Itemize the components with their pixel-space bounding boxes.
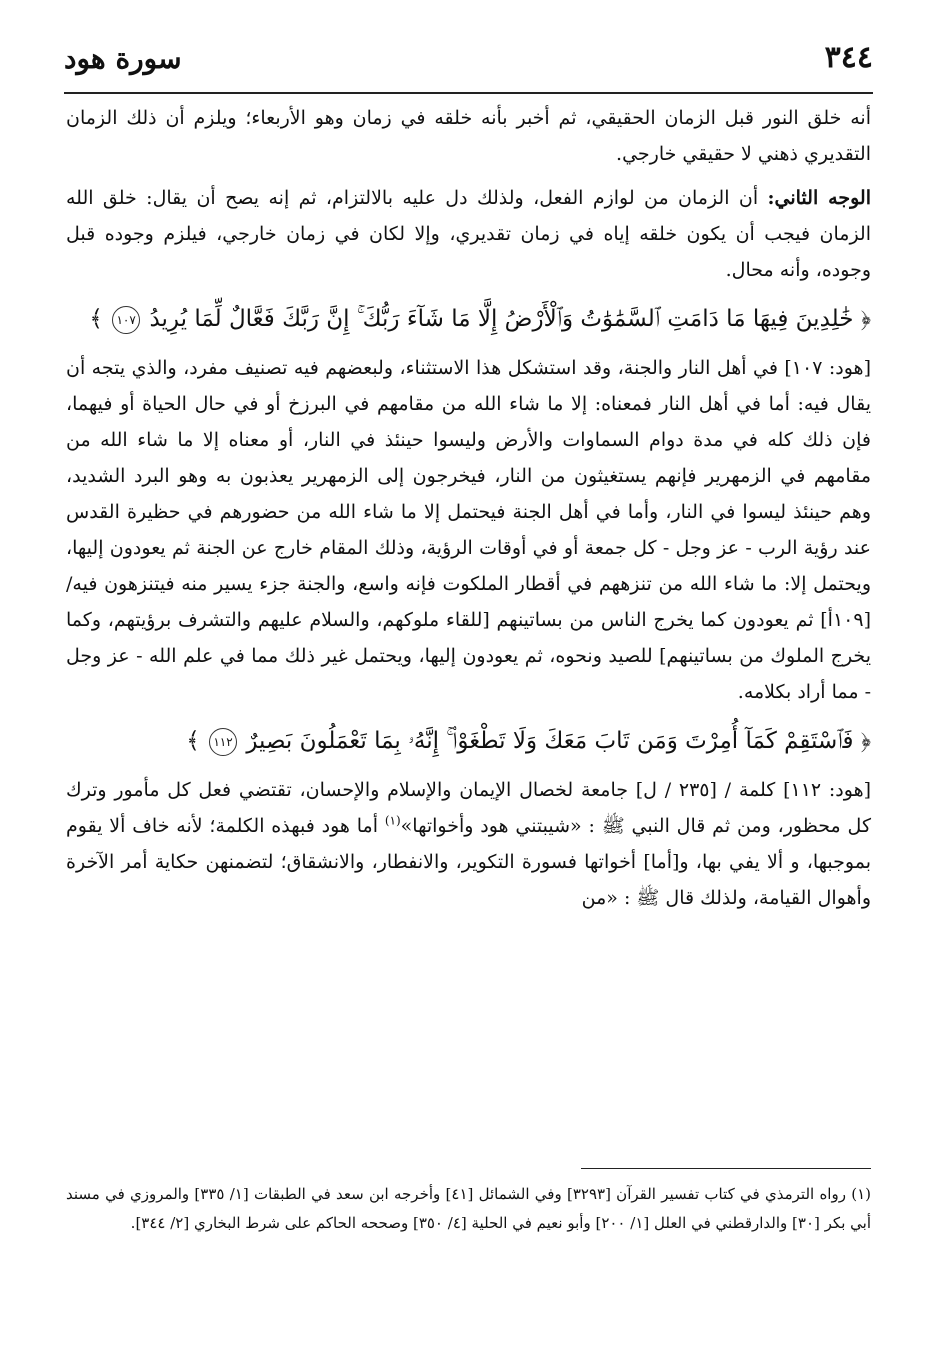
footnote-divider [581,1168,871,1169]
header-divider [64,92,873,94]
paragraph-text: أما هود فبهذه الكلمة؛ لأنه خاف ألا يقوم بموجبها، و ألا يفي بها، و[أما] أخواتها فسورة التكوير، والانفطار، والانشقاق؛ لتضمنهن حكاية أمر الآخرة وأهوال القيامة، ولذلك قال ﷺ : «من [66,815,871,909]
quran-verse [66,718,871,764]
paragraph-text: أنه خلق النور قبل الزمان الحقيقي، ثم أخبر بأنه خلقه في زمان وهو الأربعاء؛ ويلزم أن ذلك الزمان التقديري ذهني لا حقيقي خارجي. [66,107,871,165]
section-label: الوجه الثاني: [767,187,871,209]
quran-verse [66,296,871,342]
verse-text: ﴿ خَٰلِدِينَ فِيهَا مَا دَامَتِ ٱلسَّمَٰوَٰتُ وَٱلْأَرْضُ إِلَّا مَا شَآءَ رَبُّكَ ۚ إِنَّ رَبَّكَ فَعَّالٌ لِّمَا يُرِيدُ [149,306,871,332]
verse-bracket: ﴾ [186,728,200,754]
footnotes [66,1180,871,1238]
footnote: (١) رواه الترمذي في كتاب تفسير القرآن [٣٢٩٣] وفي الشمائل [٤١] وأخرجه ابن سعد في الطبقات [١/ ٣٣٥] والمروزي في مسند أبي بكر [٣٠] والدارقطني في العلل [١/ ٢٠٠] وأبو نعيم في الحلية [٤/ ٣٥٠] وصححه الحاكم على شرط البخاري [٢/ ٣٤٤]. [66,1185,871,1232]
running-title: سورة هود [64,42,182,75]
paragraph [66,180,871,288]
verse-bracket: ﴾ [89,306,103,332]
page-number: ٣٤٤ [824,40,873,75]
paragraph [66,350,871,710]
ayah-number-icon: ١٠٧ [112,306,140,334]
verse-text: ﴿ فَٱسْتَقِمْ كَمَآ أُمِرْتَ وَمَن تَابَ مَعَكَ وَلَا تَطْغَوْا۟ ۚ إِنَّهُۥ بِمَا تَعْمَلُونَ بَصِيرٌ [246,728,871,754]
main-text [66,100,871,924]
paragraph-text: [هود: ١٠٧] في أهل النار والجنة، وقد استشكل هذا الاستثناء، ولبعضهم فيه تصنيف مفرد، والذي يتجه أن يقال فيه: أما في أهل النار فمعناه: إلا ما شاء الله من مقامهم في البرزخ أو في حال الحياة أو فيهما، فإن ذلك كله في مدة دوام السماوات والأرض وليسوا حينئذ في النار، أو معناه إلا ما شاء الله من مقامهم في الزمهرير فإنهم يستغيثون من النار، فيخرجون إلى الزمهرير يعذبون به وهو البرد الشديد، وهم حينئذ ليسوا في النار، وأما في أهل الجنة فيحتمل إلا ما شاء الله من حضورهم في حظيرة القدس عند رؤية الرب - عز وجل - كل جمعة أو في أوقات الرؤية، وذلك المقام خارج عن الجنة ثم يعودون إليها، ويحتمل إلا: ما شاء الله من تنزههم في أقطار الملكوت فإنه واسع، والجنة جزء يسير منه فيتنزهون فيه/ [١٠٩أ] ثم يعودون كما يخرج الناس من بساتينهم [للقاء ملوكهم، والسلام عليهم والتشرف برؤيتهم، وكما يخرج الملوك من بساتينهم] للصيد ونحوه، ثم يعودون إليها، ويحتمل غير ذلك مما في علم الله - عز وجل - مما أراد بكلامه. [66,357,871,703]
paragraph-text: أن الزمان من لوازم الفعل، ولذلك دل عليه بالالتزام، ثم إنه يصح أن يقال: خلق الله الزمان فيجب أن يكون خلقه إياه في زمان تقديري، وإلا لكان في زمان خارجي، فيلزم وجوده قبل وجوده، وأنه محال. [66,187,871,281]
paragraph [66,772,871,916]
paragraph [66,100,871,172]
footnote-reference[interactable]: (١) [384,813,401,828]
paragraph-text: [هود: ١١٢] كلمة / [٢٣٥ / ل] جامعة لخصال الإيمان والإسلام والإحسان، تقتضي فعل كل مأمور وترك كل محظور، ومن ثم قال النبي ﷺ : «شيبتني هود وأخواتها» [66,779,872,837]
page-header [64,38,873,92]
ayah-number-icon: ١١٢ [209,728,237,756]
